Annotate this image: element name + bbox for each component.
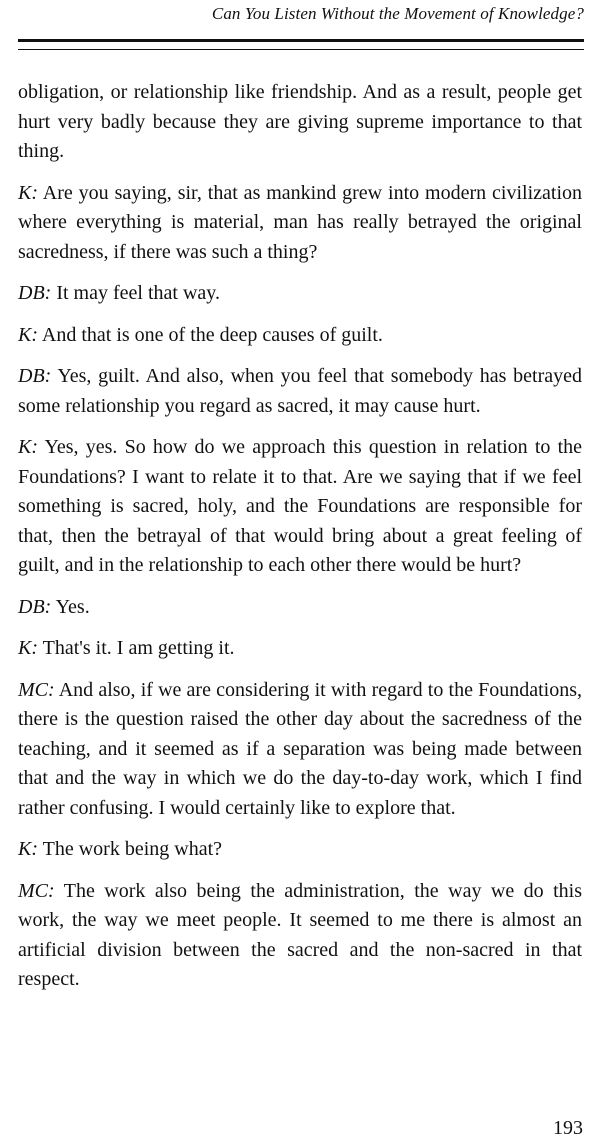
paragraph-text: Yes. (51, 595, 90, 618)
speaker-label: K: (18, 637, 38, 659)
paragraph-3 (18, 279, 582, 309)
paragraph-8 (18, 634, 582, 664)
paragraph-text: And also, if we are considering it with regard to the Foundations, there is the question raised the other day about the sacredness of the teaching, and it seemed as if a separation was being made between that and the way in which we do the day-to-day work, which I find rather confusing. I would certainly like to explore that. (18, 678, 582, 819)
speaker-label: K: (18, 323, 38, 346)
paragraph-text: Yes, guilt. And also, when you feel that somebody has betrayed some relationship you regard as sacred, it may cause hurt. (18, 365, 582, 417)
speaker-label: DB: (18, 282, 52, 304)
paragraph-9 (18, 676, 582, 824)
speaker-label: DB: (18, 595, 52, 618)
header-rule-thin (18, 49, 584, 50)
paragraph-text: Yes, yes. So how do we approach this question in relation to the Foundations? I want to relate it to that. Are we saying that if we feel something is sacred, holy, and the Foundations are responsible for that, then the betrayal of that would bring about a great feeling of guilt, and in the relationship to each other there would be hurt? (18, 436, 582, 576)
page-number: 193 (553, 1117, 583, 1139)
speaker-label: MC: (18, 879, 55, 902)
paragraph-7 (18, 593, 582, 623)
paragraph-text: The work also being the administration, the way we do this work, the way we meet people. It seemed to me there is almost an artificial division between the sacred and the non-sacred in that respect. (18, 879, 582, 990)
paragraph-text: And that is one of the deep causes of guilt. (38, 323, 383, 346)
paragraph-text: That's it. I am getting it. (38, 637, 235, 659)
paragraph-6 (18, 433, 582, 581)
speaker-label: K: (18, 838, 38, 860)
speaker-label: K: (18, 436, 38, 458)
paragraph-text: The work being what? (38, 838, 223, 860)
paragraph-4 (18, 321, 582, 351)
paragraph-5 (18, 362, 582, 421)
paragraph-10 (18, 835, 582, 865)
paragraph-text: obligation, or relationship like friendship. And as a result, people get hurt very badly because they are giving supreme importance to that thing. (18, 81, 582, 162)
paragraph-11 (18, 877, 582, 995)
body-text (18, 78, 582, 1007)
running-header: Can You Listen Without the Movement of Knowledge? (211, 4, 584, 23)
header-rule-thick (18, 39, 584, 42)
paragraph-text: Are you saying, sir, that as mankind grew into modern civilization where everything is material, man has really betrayed the original sacredness, if there was such a thing? (18, 181, 582, 263)
speaker-label: MC: (18, 678, 55, 701)
paragraph-1 (18, 78, 582, 167)
paragraph-2 (18, 179, 582, 268)
paragraph-text: It may feel that way. (51, 282, 220, 304)
speaker-label: DB: (18, 365, 52, 387)
speaker-label: K: (18, 181, 38, 204)
